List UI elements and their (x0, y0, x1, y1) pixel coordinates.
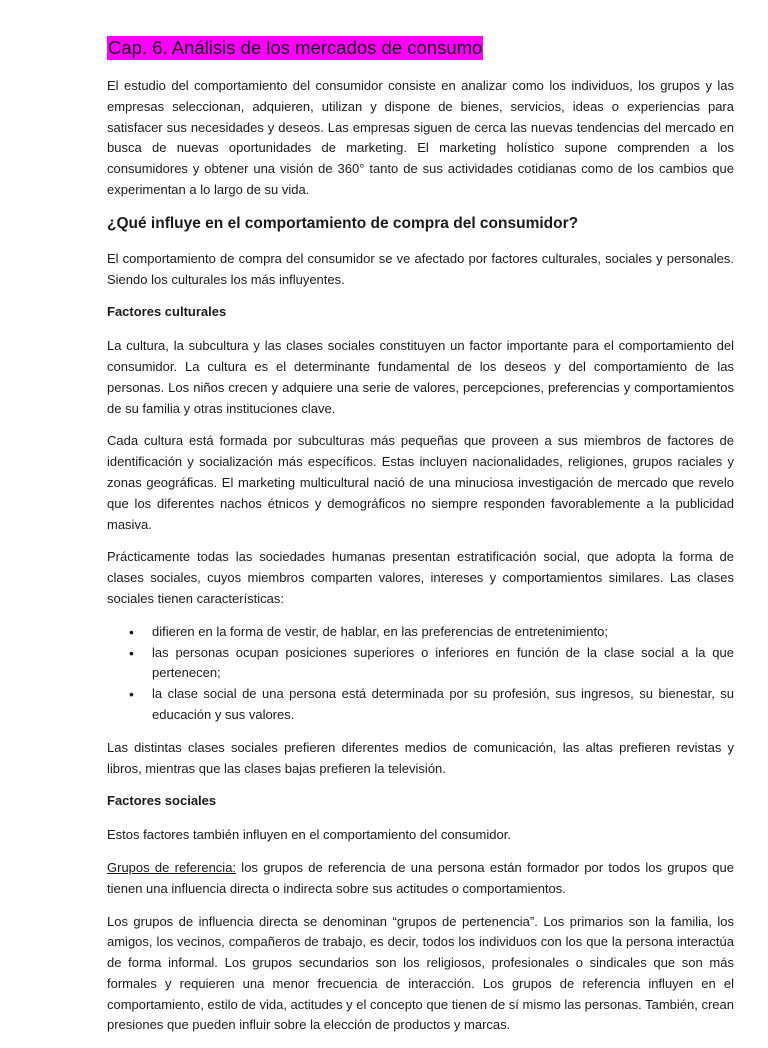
cultural-paragraph-1: La cultura, la subcultura y las clases sociales constituyen un factor importante para el comportamiento del consumidor. La cultura es el determinante fundamental de los deseos y del comportamiento de las personas. Los niños crecen y adquiere una serie de valores, percepciones, preferencias y comportamientos de su familia y otras instituciones clave. (107, 338, 734, 416)
bullet-icon: • (129, 686, 134, 703)
list-item (107, 622, 734, 643)
social-paragraph-1: Estos factores también influyen en el comportamiento del consumidor. (107, 827, 511, 843)
document-page (107, 36, 734, 1048)
social-class-characteristics-list (107, 622, 734, 726)
reference-groups-paragraph (107, 858, 734, 900)
chapter-title: Cap. 6. Análisis de los mercados de consumo (108, 37, 483, 58)
reference-groups-text: los grupos de referencia de una persona están formador por todos los grupos que tienen una influencia directa o indirecta sobre sus actitudes o comportamientos. (107, 859, 734, 896)
list-item-text: la clase social de una persona está determinada por su profesión, sus ingresos, su bienestar, su educación y sus valores. (152, 686, 734, 722)
list-item-text: difieren en la forma de vestir, de hablar, en las preferencias de entretenimiento; (152, 623, 608, 639)
cultural-paragraph-4: Las distintas clases sociales prefieren diferentes medios de comunicación, las altas prefieren revistas y libros, mientras que las clases bajas prefieren la televisión. (107, 739, 734, 776)
social-factors-heading: Factores sociales (107, 793, 217, 809)
list-item (107, 684, 734, 726)
social-paragraph-3: Los grupos de influencia directa se denominan “grupos de pertenencia”. Los primarios son la familia, los amigos, los vecinos, compañeros de trabajo, es decir, todos los individuos con los que la persona interactúa de forma informal. Los grupos secundarios son los religiosos, profesionales o sindicales que son más formales y requieren una menor frecuencia de interacción. Los grupos de referencia influyen en el comportamiento, estilo de vida, actitudes y el concepto que tienen de sí mismo las personas. También, crean presiones que pueden influir sobre la elección de productos y marcas. (107, 913, 734, 1033)
cultural-factors-heading: Factores culturales (107, 304, 227, 320)
question-heading: ¿Qué influye en el comportamiento de compra del consumidor? (107, 214, 579, 232)
cultural-paragraph-3: Prácticamente todas las sociedades humanas presentan estratificación social, que adopta la forma de clases sociales, cuyos miembros comparten valores, intereses y comportamientos similares. Las clases sociales tienen características: (107, 549, 734, 606)
list-item-text: las personas ocupan posiciones superiores o inferiores en función de la clase social a la que pertenecen; (152, 644, 734, 681)
question-paragraph: El comportamiento de compra del consumidor se ve afectado por factores culturales, sociales y personales. Siendo los culturales los más influyentes. (107, 250, 734, 287)
cultural-paragraph-2: Cada cultura está formada por subculturas más pequeñas que proveen a sus miembros de factores de identificación y socialización más específicos. Estas incluyen nacionalidades, religiones, grupos raciales y zonas geográficas. El marketing multicultural nació de una minuciosa investigación de mercado que revelo que los diferentes nachos étnicos y demográficos no siempre responden favorablemente a la publicidad masiva. (107, 433, 734, 532)
bullet-icon: • (129, 644, 134, 661)
bullet-icon: • (129, 623, 134, 640)
reference-groups-label: Grupos de referencia: (107, 859, 237, 875)
intro-paragraph: El estudio del comportamiento del consumidor consiste en analizar como los individuos, los grupos y las empresas seleccionan, adquieren, utilizan y dispone de bienes, servicios, ideas o experiencias para satisfacer sus necesidades y deseos. Las empresas siguen de cerca las nuevas tendencias del mercado en busca de nuevas oportunidades de marketing. El marketing holístico supone comprenden a los consumidores y obtener una visión de 360° tanto de sus actividades cotidianas como de los cambios que experimentan a lo largo de su vida. (107, 78, 734, 197)
list-item (107, 643, 734, 685)
